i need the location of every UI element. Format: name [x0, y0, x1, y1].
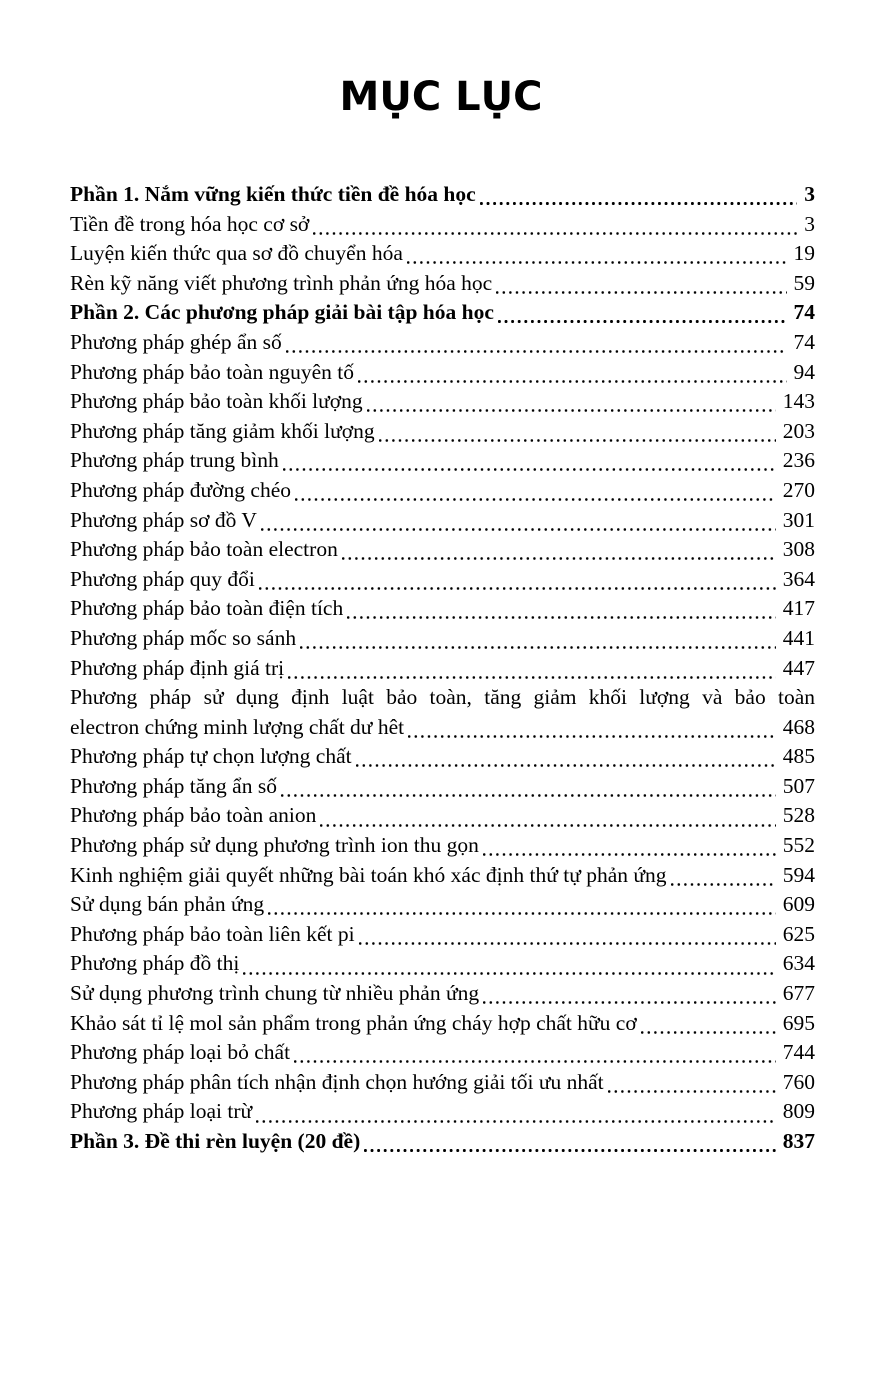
dot-leader — [281, 794, 776, 797]
toc-entry-page-number: 447 — [782, 655, 815, 680]
toc-entry-text: Sử dụng bán phản ứng — [70, 892, 265, 917]
toc-entry — [70, 742, 815, 772]
toc-entry-text: Phương pháp bảo toàn khối lượng — [70, 389, 363, 414]
toc-entry-text: Phương pháp loại bỏ chất — [70, 1040, 291, 1065]
toc-entry-page-number: 19 — [793, 241, 815, 266]
toc-entry-page-number: 59 — [793, 270, 815, 295]
dot-leader — [313, 232, 797, 235]
page-title: MỤC LỤC — [339, 74, 543, 120]
toc-entry-row — [70, 979, 815, 1009]
toc-entry-row — [70, 654, 815, 684]
toc-entry-text: Phương pháp sử dụng phương trình ion thu gọn — [70, 833, 479, 858]
toc-page — [0, 76, 882, 1385]
toc-entry — [70, 772, 815, 802]
toc-entry-text: Phương pháp ghép ẩn số — [70, 329, 282, 354]
toc-entry — [70, 358, 815, 388]
toc-entry-row — [70, 358, 815, 388]
dot-leader — [295, 498, 776, 501]
toc-entry — [70, 1009, 815, 1039]
toc-entry-row — [70, 920, 815, 950]
toc-entry-page-number: 837 — [782, 1129, 815, 1153]
toc-entry-text: Phương pháp bảo toàn anion — [70, 803, 317, 828]
toc-entry-text: Luyện kiến thức qua sơ đồ chuyển hóa — [70, 241, 403, 266]
dot-leader — [300, 646, 776, 649]
toc-entry-text: Phương pháp phân tích nhận định chọn hướng giải tối ưu nhất — [70, 1069, 604, 1094]
toc-entry-page-number: 625 — [782, 921, 815, 946]
dot-leader — [268, 912, 776, 915]
toc-entry-page-number: 760 — [782, 1069, 815, 1094]
toc-entry-text: Phương pháp sơ đồ V — [70, 507, 257, 532]
toc-entry-text: Phương pháp bảo toàn điện tích — [70, 596, 344, 621]
dot-leader — [641, 1031, 776, 1034]
toc-entry-text: Phần 3. Đề thi rèn luyện (20 đề) — [70, 1129, 361, 1153]
toc-entry-text: Phương pháp đường chéo — [70, 477, 292, 502]
toc-entry-row — [70, 1127, 815, 1157]
toc-entry — [70, 476, 815, 506]
toc-entry — [70, 506, 815, 536]
toc-entry-page-number: 3 — [804, 211, 815, 236]
toc-entry-row — [70, 565, 815, 595]
toc-entry — [70, 594, 815, 624]
toc-entry — [70, 683, 815, 742]
toc-entry-row — [70, 506, 815, 536]
toc-entry-page-number: 677 — [782, 981, 815, 1006]
toc-entry — [70, 210, 815, 240]
toc-entry-page-number: 634 — [782, 951, 815, 976]
toc-entry-text: Khảo sát tỉ lệ mol sản phẩm trong phản ứng cháy hợp chất hữu cơ — [70, 1010, 637, 1035]
toc-entry-page-number: 468 — [782, 714, 815, 739]
toc-entry — [70, 1127, 815, 1157]
toc-entry — [70, 801, 815, 831]
toc-entry — [70, 180, 815, 210]
toc-entry — [70, 298, 815, 328]
toc-entry-page-number: 301 — [782, 507, 815, 532]
dot-leader — [243, 972, 775, 975]
toc-entry — [70, 417, 815, 447]
toc-entry-text: Phương pháp trung bình — [70, 448, 279, 473]
toc-entry-page-number: 94 — [793, 359, 815, 384]
dot-leader — [358, 380, 787, 383]
dot-leader — [347, 616, 776, 619]
toc-entry-page-number: 507 — [782, 773, 815, 798]
toc-entry-row — [70, 387, 815, 417]
toc-entry-page-number: 236 — [782, 448, 815, 473]
toc-entry-page-number: 552 — [782, 833, 815, 858]
toc-entry-page-number: 74 — [793, 300, 815, 325]
dot-leader — [408, 735, 776, 738]
toc-entry-row — [70, 239, 815, 269]
toc-entry-row — [70, 890, 815, 920]
toc-entry — [70, 861, 815, 891]
dot-leader — [320, 824, 775, 827]
toc-entry-row — [70, 328, 815, 358]
toc-entry-page-number: 3 — [804, 182, 815, 206]
toc-entry-text: Phần 1. Nắm vững kiến thức tiền đề hóa học — [70, 182, 476, 206]
toc-entry — [70, 446, 815, 476]
toc-entry-text: Phần 2. Các phương pháp giải bài tập hóa học — [70, 300, 494, 325]
toc-entry-page-number: 143 — [782, 389, 815, 414]
toc-entry-page-number: 364 — [782, 566, 815, 591]
toc-entry — [70, 269, 815, 299]
toc-entry-row — [70, 624, 815, 654]
dot-leader — [259, 587, 776, 590]
dot-leader — [407, 261, 787, 264]
toc-entry — [70, 920, 815, 950]
toc-entry-row — [70, 269, 815, 299]
toc-entry-text: Phương pháp loại trừ — [70, 1099, 253, 1124]
dot-leader — [379, 439, 776, 442]
toc-entry-text: Phương pháp bảo toàn nguyên tố — [70, 359, 354, 384]
toc-entry-row — [70, 298, 815, 328]
dot-leader — [367, 409, 776, 412]
toc-entry-row — [70, 180, 815, 210]
dot-leader — [359, 942, 776, 945]
toc-entry-text: Phương pháp sử dụng định luật bảo toàn, tăng giảm khối lượng và bảo toàn — [70, 685, 815, 710]
toc-entry-text: Phương pháp đồ thị — [70, 951, 240, 976]
toc-entry — [70, 535, 815, 565]
dot-leader — [261, 528, 776, 531]
toc-entry — [70, 1097, 815, 1127]
dot-leader — [356, 764, 776, 767]
toc-entry-row — [70, 1068, 815, 1098]
toc-entry-page-number: 441 — [782, 625, 815, 650]
toc-entry-row — [70, 1009, 815, 1039]
toc-entry — [70, 831, 815, 861]
toc-entry-row — [70, 801, 815, 831]
toc-entry-page-number: 308 — [782, 537, 815, 562]
toc-entry-text: Phương pháp tăng giảm khối lượng — [70, 418, 375, 443]
toc-entry-text: electron chứng minh lượng chất dư hêt — [70, 714, 405, 739]
toc-entry — [70, 387, 815, 417]
toc-entry-page-number: 270 — [782, 477, 815, 502]
toc-entry-row — [70, 742, 815, 772]
toc-entry-row — [70, 446, 815, 476]
dot-leader — [483, 853, 776, 856]
toc-entry-page-number: 74 — [793, 329, 815, 354]
toc-entry-text: Phương pháp định giá trị — [70, 655, 285, 680]
dot-leader — [483, 1001, 776, 1004]
toc-entry-page-number: 744 — [782, 1040, 815, 1065]
dot-leader — [671, 883, 776, 886]
toc-entry-text: Phương pháp bảo toàn electron — [70, 537, 338, 562]
toc-entry-row — [70, 417, 815, 447]
toc-entry-text: Phương pháp tăng ẩn số — [70, 773, 277, 798]
toc-list — [70, 180, 815, 1157]
toc-entry — [70, 328, 815, 358]
toc-entry-text: Phương pháp quy đổi — [70, 566, 255, 591]
toc-entry-text: Rèn kỹ năng viết phương trình phản ứng hóa học — [70, 270, 493, 295]
toc-entry-text: Sử dụng phương trình chung từ nhiều phản ứng — [70, 981, 480, 1006]
toc-entry — [70, 1038, 815, 1068]
toc-entry-text: Phương pháp mốc so sánh — [70, 625, 297, 650]
dot-leader — [496, 291, 786, 294]
toc-entry-row — [70, 476, 815, 506]
toc-entry-page-number: 528 — [782, 803, 815, 828]
toc-entry — [70, 239, 815, 269]
toc-entry-row — [70, 210, 815, 240]
dot-leader — [256, 1120, 776, 1123]
toc-entry-row — [70, 594, 815, 624]
toc-entry-page-number: 609 — [782, 892, 815, 917]
toc-entry-text: Phương pháp bảo toàn liên kết pi — [70, 921, 355, 946]
toc-entry — [70, 654, 815, 684]
dot-leader — [294, 1060, 776, 1063]
toc-entry — [70, 890, 815, 920]
toc-entry-page-number: 695 — [782, 1010, 815, 1035]
toc-entry-row — [70, 535, 815, 565]
toc-entry-row — [70, 1097, 815, 1127]
toc-entry-page-number: 485 — [782, 744, 815, 769]
dot-leader — [286, 350, 787, 353]
toc-entry — [70, 565, 815, 595]
toc-entry — [70, 1068, 815, 1098]
toc-entry-row — [70, 949, 815, 979]
dot-leader — [608, 1090, 776, 1093]
toc-entry-text: Tiền đề trong hóa học cơ sở — [70, 211, 310, 236]
toc-entry-row — [70, 861, 815, 891]
toc-entry-text: Phương pháp tự chọn lượng chất — [70, 744, 352, 769]
toc-entry-page-number: 203 — [782, 418, 815, 443]
dot-leader — [288, 676, 776, 679]
toc-entry — [70, 979, 815, 1009]
toc-entry-row — [70, 772, 815, 802]
toc-entry — [70, 624, 815, 654]
toc-entry-page-number: 809 — [782, 1099, 815, 1124]
dot-leader — [364, 1149, 776, 1152]
dot-leader — [498, 320, 787, 323]
toc-entry — [70, 949, 815, 979]
toc-entry-text: Kinh nghiệm giải quyết những bài toán khó xác định thứ tự phản ứng — [70, 862, 667, 887]
toc-entry-row — [70, 831, 815, 861]
dot-leader — [480, 202, 798, 205]
toc-entry-row — [70, 1038, 815, 1068]
dot-leader — [283, 468, 776, 471]
toc-entry-page-number: 417 — [782, 596, 815, 621]
toc-entry-row — [70, 713, 815, 743]
dot-leader — [342, 557, 776, 560]
toc-entry-page-number: 594 — [782, 862, 815, 887]
